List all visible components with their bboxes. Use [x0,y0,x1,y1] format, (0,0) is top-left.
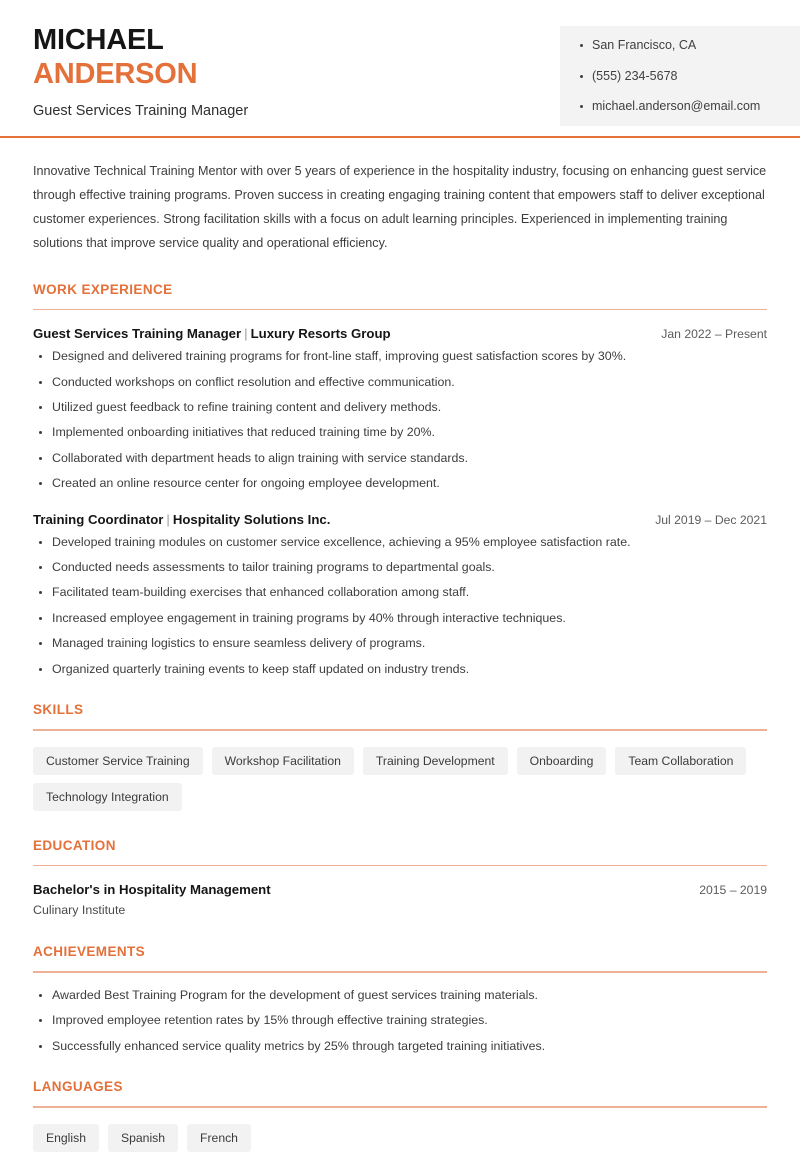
resume-body [0,159,800,1152]
contact-list [578,39,800,113]
experience-role: Training Coordinator [33,511,164,527]
experience-bullet: Designed and delivered training programs for front-line staff, improving guest satisfaction scores by 30%. [33,350,767,362]
headline-job-title: Guest Services Training Manager [33,102,249,119]
experience-bullet: Created an online resource center for ongoing employee development. [33,477,767,489]
experience-date: Jul 2019 – Dec 2021 [655,512,767,527]
skill-chip: Onboarding [517,747,607,775]
experience-date: Jan 2022 – Present [661,327,767,342]
language-chip: French [187,1124,251,1152]
achievement-bullet: Successfully enhanced service quality metrics by 25% through targeted training initiatives. [33,1040,767,1052]
header-identity [0,0,248,119]
experience-company: Hospitality Solutions Inc. [172,511,331,527]
education-date: 2015 – 2019 [699,883,767,898]
section-rule-achievements [33,971,767,973]
experience-bullet: Facilitated team-building exercises that enhanced collaboration among staff. [33,586,767,598]
experience-separator: | [166,511,170,527]
experience-role: Guest Services Training Manager [33,326,242,342]
experience-entry [33,512,767,675]
section-languages [33,1079,767,1152]
skill-chip: Customer Service Training [33,747,203,775]
section-title-work-experience: WORK EXPERIENCE [33,281,173,297]
experience-bullet: Developed training modules on customer service excellence, achieving a 95% employee satisfaction rate. [33,536,767,548]
experience-bullet: Conducted needs assessments to tailor training programs to departmental goals. [33,561,767,573]
experience-bullet: Managed training logistics to ensure seamless delivery of programs. [33,637,767,649]
skill-chip: Training Development [363,747,508,775]
spacer [33,811,767,838]
experience-company: Luxury Resorts Group [250,326,391,342]
education-entry [33,882,767,917]
section-rule-languages [33,1106,767,1108]
achievement-bullet: Awarded Best Training Program for the development of guest services training materials. [33,989,767,1001]
section-title-languages: LANGUAGES [33,1079,123,1095]
experience-bullet: Organized quarterly training events to keep staff updated on industry trends. [33,663,767,675]
experience-bullets [33,536,767,675]
experience-entry-header [33,512,767,527]
experience-bullets [33,350,767,489]
skill-chip: Team Collaboration [615,747,746,775]
section-rule-education [33,865,767,867]
first-name: MICHAEL [33,24,164,56]
experience-separator: | [244,326,248,342]
section-title-achievements: ACHIEVEMENTS [33,944,146,960]
section-work-experience [33,282,767,675]
languages-chip-list [33,1124,767,1152]
section-title-skills: SKILLS [33,702,84,718]
section-achievements [33,944,767,1052]
education-degree: Bachelor's in Hospitality Management [33,882,271,898]
section-rule-work-experience [33,309,767,311]
experience-entry-header [33,326,767,341]
contact-item-location [578,39,800,52]
resume-header [0,0,800,126]
education-entry-header [33,882,767,897]
contact-location-value: San Francisco, CA [592,38,697,52]
education-school: Culinary Institute [33,903,126,918]
last-name: ANDERSON [33,57,198,90]
experience-title-company [33,512,330,527]
section-education [33,838,767,918]
language-chip: Spanish [108,1124,178,1152]
achievements-list [33,989,767,1052]
experience-bullet: Implemented onboarding initiatives that reduced training time by 20%. [33,426,767,438]
header-divider [0,136,800,138]
section-rule-skills [33,729,767,731]
experience-bullet: Conducted workshops on conflict resolution and effective communication. [33,376,767,388]
spacer [33,917,767,944]
contact-item-phone [578,70,800,83]
experience-bullet: Increased employee engagement in training programs by 40% through interactive techniques. [33,612,767,624]
section-skills [33,702,767,811]
section-title-education: EDUCATION [33,837,116,853]
professional-summary: Innovative Technical Training Mentor with over 5 years of experience in the hospitality industry, focusing on enhancing guest service through effective training programs. Proven success in creating engaging training content that empowers staff to deliver exceptional customer experiences. Strong facilitation skills with a focus on adult learning principles. Experienced in implementing training solutions that improve service quality and operational efficiency. [33,163,767,251]
skill-chip: Technology Integration [33,783,182,811]
skills-chip-list [33,747,767,811]
contact-info-box [560,26,800,126]
contact-item-email [578,100,800,113]
spacer [33,1052,767,1079]
experience-bullet: Collaborated with department heads to align training with service standards. [33,452,767,464]
contact-phone-value: (555) 234-5678 [592,68,678,83]
achievement-bullet: Improved employee retention rates by 15% through effective training strategies. [33,1014,767,1026]
experience-bullet: Utilized guest feedback to refine training content and delivery methods. [33,401,767,413]
experience-entry [33,326,767,489]
spacer [33,675,767,702]
experience-title-company [33,326,391,341]
skill-chip: Workshop Facilitation [212,747,354,775]
language-chip: English [33,1124,99,1152]
contact-email-value[interactable]: michael.anderson@email.com [592,99,761,113]
